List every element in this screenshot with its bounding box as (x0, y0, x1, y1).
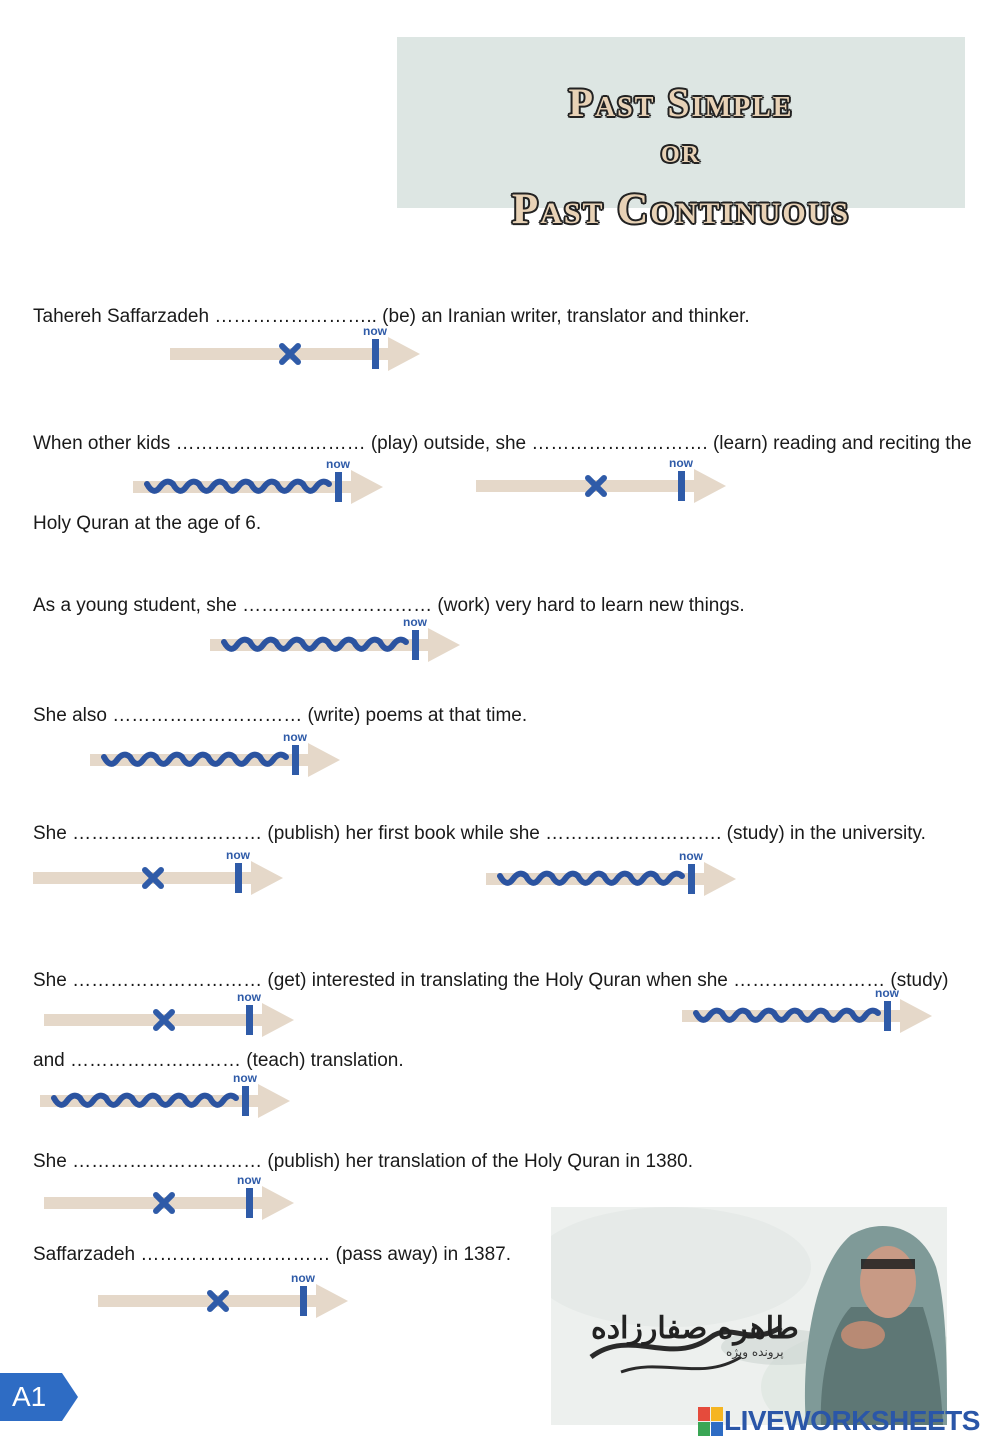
answer-blank[interactable]: ………………………. (545, 823, 722, 844)
timeline-simple (44, 1171, 298, 1221)
answer-blank[interactable]: ………………………… (175, 433, 366, 454)
sentence-text: As a young student, she (33, 595, 243, 616)
sentence-text: Holy Quran at the age of 6. (33, 513, 262, 534)
timeline-arrow-shaft (44, 1014, 264, 1026)
answer-blank[interactable]: ………………………… (72, 1151, 263, 1172)
portrait-banner (551, 1207, 947, 1425)
timeline-simple (33, 846, 287, 896)
timeline-arrow-head (428, 628, 460, 662)
now-marker (235, 863, 242, 893)
now-marker (372, 339, 379, 369)
answer-blank[interactable]: ………………………… (112, 705, 303, 726)
level-badge-label: A1 (12, 1381, 47, 1412)
timeline-arrow-head (316, 1284, 348, 1318)
liveworksheets-logo-icon (698, 1407, 724, 1437)
answer-blank[interactable]: ………………………… (72, 970, 263, 991)
sentence-text: (pass away) in 1387. (330, 1244, 511, 1265)
answer-blank[interactable]: …………………….. (214, 306, 377, 327)
timeline-arrow-head (251, 861, 283, 895)
now-marker (242, 1086, 249, 1116)
now-label: now (233, 1071, 257, 1085)
calligraphy-subtext: پرونده ویژه (726, 1345, 784, 1359)
timeline-continuous (210, 609, 464, 669)
now-marker (678, 471, 685, 501)
timeline-simple (98, 1269, 352, 1319)
timeline-arrow-shaft (170, 348, 390, 360)
title-line-2: or (661, 133, 701, 170)
sentence-text: (get) interested in translating the Holy Quran when she (262, 970, 734, 991)
sentence-text: She (33, 1151, 73, 1172)
now-marker (246, 1005, 253, 1035)
sentence-text: Tahereh Saffarzadeh (33, 306, 215, 327)
answer-blank[interactable]: ………………………… (140, 1244, 331, 1265)
timeline-arrow-head (262, 1003, 294, 1037)
answer-blank[interactable]: ………………………… (242, 595, 433, 616)
answer-blank[interactable]: ……………………… (69, 1050, 241, 1071)
sentence-text: (publish) her translation of the Holy Quran in 1380. (262, 1151, 693, 1172)
timeline-continuous (90, 724, 344, 784)
timeline-arrow-shaft (98, 1295, 318, 1307)
now-label: now (237, 990, 261, 1004)
now-label: now (226, 848, 250, 862)
sentence-text: (teach) translation. (240, 1050, 404, 1071)
now-marker (335, 472, 342, 502)
now-marker (246, 1188, 253, 1218)
sentence-text: (publish) her first book while she (262, 823, 546, 844)
sentence-text: (study) (885, 970, 949, 991)
now-label: now (679, 849, 703, 863)
sentence-8 (33, 1244, 511, 1266)
now-label: now (363, 324, 387, 338)
timeline-arrow-head (694, 469, 726, 503)
timeline-simple (476, 454, 730, 504)
sentence-text: When other kids (33, 433, 176, 454)
sentence-2-continued (33, 513, 261, 535)
timeline-arrow-head (351, 470, 383, 504)
now-marker (688, 864, 695, 894)
timeline-arrow-shaft (44, 1197, 264, 1209)
now-marker (412, 630, 419, 660)
sentence-text: and (33, 1050, 70, 1071)
timeline-continuous (40, 1065, 294, 1125)
timeline-arrow-head (900, 999, 932, 1033)
timeline-arrow-head (258, 1084, 290, 1118)
timeline-arrow-head (388, 337, 420, 371)
title-line-1: Past Simple (568, 80, 794, 125)
now-label: now (403, 615, 427, 629)
now-label: now (283, 730, 307, 744)
now-label: now (669, 456, 693, 470)
timeline-arrow-head (308, 743, 340, 777)
liveworksheets-logo-text: LIVEWORKSHEETS (724, 1405, 980, 1436)
timeline-arrow-shaft (476, 480, 696, 492)
answer-blank[interactable]: …………………… (733, 970, 886, 991)
sentence-text: (be) an Iranian writer, translator and thinker. (376, 306, 750, 327)
sentence-text: (study) in the university. (721, 823, 926, 844)
sentence-text: She also (33, 705, 113, 726)
sentence-7 (33, 1151, 693, 1173)
now-label: now (326, 457, 350, 471)
sentence-text: She (33, 970, 73, 991)
sentence-text: (work) very hard to learn new things. (432, 595, 745, 616)
sentence-text: Saffarzadeh (33, 1244, 141, 1265)
calligraphy-text: طاهره صفارزاده (591, 1311, 799, 1346)
timeline-simple (170, 322, 424, 372)
sentence-text: She (33, 823, 73, 844)
sentence-text: (write) poems at that time. (302, 705, 528, 726)
timeline-arrow-head (262, 1186, 294, 1220)
sentence-text: (play) outside, she (365, 433, 532, 454)
now-label: now (291, 1271, 315, 1285)
now-marker (884, 1001, 891, 1031)
now-label: now (237, 1173, 261, 1187)
timeline-arrow-shaft (33, 872, 253, 884)
answer-blank[interactable]: ………………………. (531, 433, 708, 454)
title-line-3: Past Continuous (511, 186, 851, 233)
timeline-continuous (486, 843, 740, 903)
timeline-continuous (133, 451, 387, 511)
title-banner (397, 37, 965, 233)
sentence-5 (33, 823, 926, 845)
now-label: now (875, 986, 899, 1000)
now-marker (292, 745, 299, 775)
timeline-arrow-head (704, 862, 736, 896)
timeline-continuous (682, 980, 936, 1040)
sentence-text: (learn) reading and reciting the (707, 433, 972, 454)
now-marker (300, 1286, 307, 1316)
answer-blank[interactable]: ………………………… (72, 823, 263, 844)
timeline-simple (44, 988, 298, 1038)
